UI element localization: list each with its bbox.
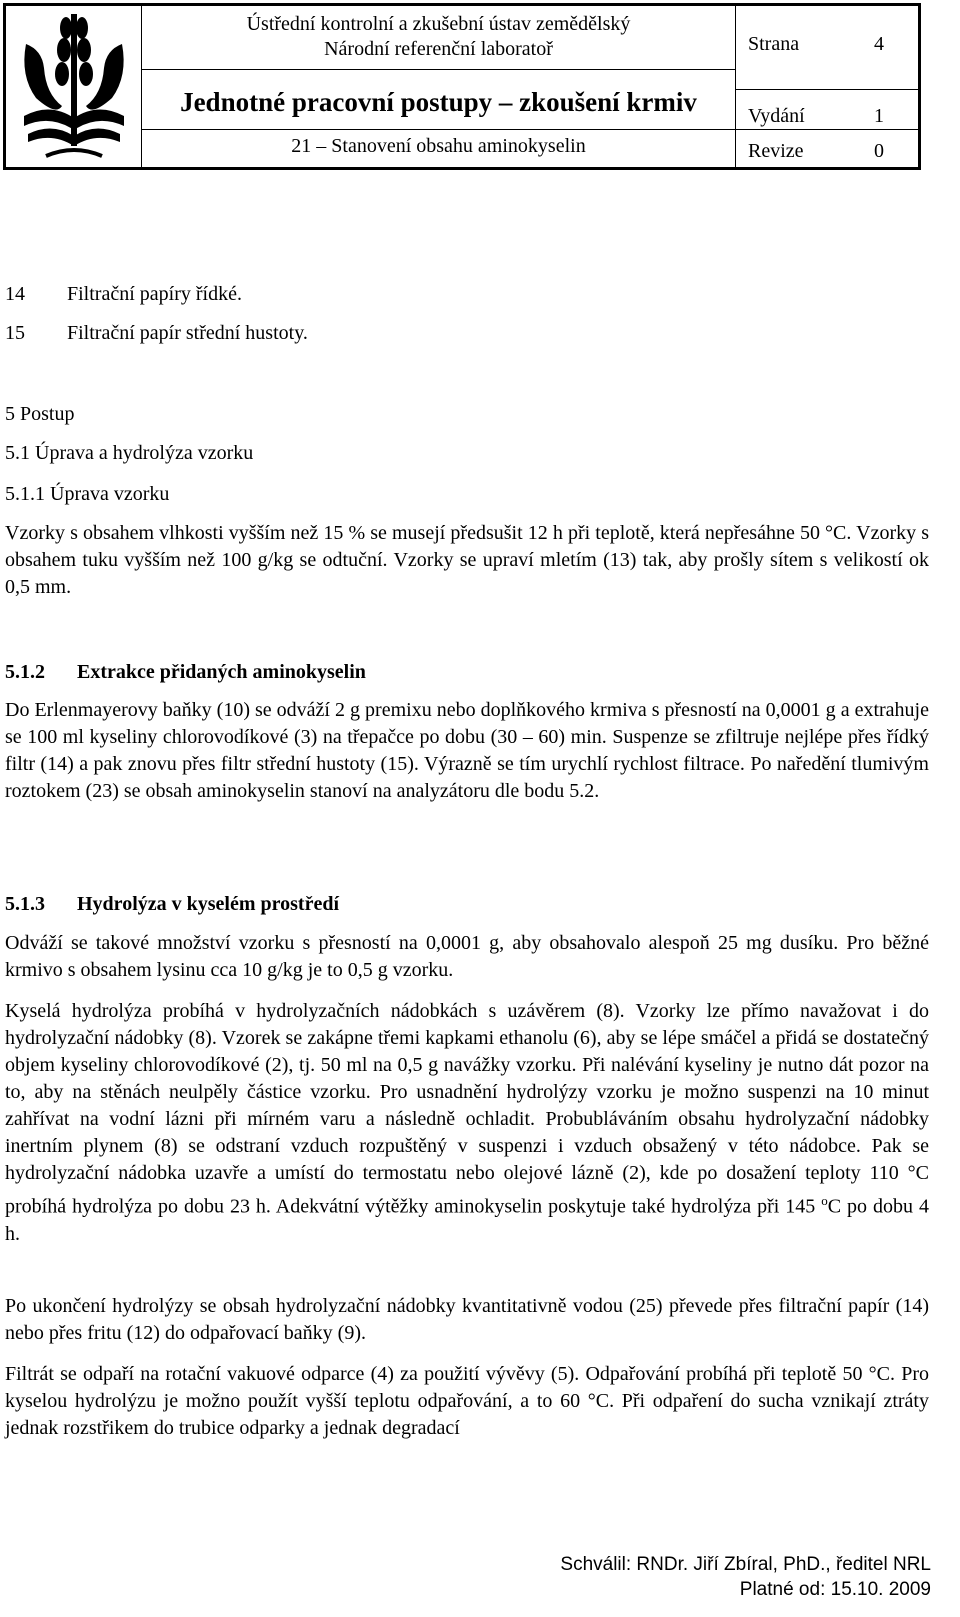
paragraph-evaporation: Filtrát se odpaří na rotační vakuové odparce (4) za použití vývěvy (5). Odpařování probíhá při teplotě 50 °C. Pro kyselou hydrolýzu je možno použít vyšší teplotu odpařování, a to 60 °C. Při odpaření do sucha vznikají ztráty jednak rozstřikem do trubice odparky a jednak degradací [5, 1363, 929, 1439]
section-number: 5.1.3 [5, 893, 45, 915]
paragraph-sample-prep: Vzorky s obsahem vlhkosti vyšším než 15 % se musejí předsušit 12 h při teplotě, která nepřesáhne 50 °C. Vzorky s obsahem tuku vyšším než 100 g/kg se odtuční. Vzorky se upraví mletím (13) tak, aby prošly sítem s velikostí ok 0,5 mm. [5, 522, 929, 598]
header-title-block [142, 6, 736, 167]
section-heading-5-1: 5.1 Úprava a hydrolýza vzorku [5, 442, 254, 464]
section-title: Extrakce přidaných aminokyselin [77, 661, 366, 683]
list-item-text: Filtrační papíry řídké. [67, 283, 242, 305]
section-heading-5-1-1: 5.1.1 Úprava vzorku [5, 483, 170, 505]
page-label: Strana [748, 33, 800, 55]
list-item [5, 281, 929, 308]
paragraph-extraction: Do Erlenmayerovy baňky (10) se odváží 2 g premixu nebo doplňkového krmiva s přesností na 0,0001 g a extrahuje se 100 ml kyseliny chlorovodíkové (3) na třepačce po dobu (30 – 60) min. Suspenze se zfiltruje nejlépe přes řídký filtr (14) a pak znovu přes filtr střední hustoty (15). Výrazně se tím urychlí rychlost filtrace. Po naředění tlumivým roztokem (23) se obsah aminokyselin stanoví na analyzátoru dle bodu 5.2. [5, 699, 929, 802]
document-header [3, 3, 921, 170]
list-item-number: 14 [5, 283, 25, 305]
section-heading-5-1-3 [5, 891, 929, 918]
list-item [5, 320, 929, 347]
section-title: Hydrolýza v kyselém prostředí [77, 893, 340, 915]
paragraph-hydrolysis [5, 998, 929, 1248]
institution-logo [6, 6, 141, 167]
footer-approved: Schválil: RNDr. Jiří Zbíral, PhD., ředitel NRL [560, 1554, 931, 1575]
section-heading-5: 5 Postup [5, 403, 75, 425]
laboratory-name: Národní referenční laboratoř [324, 38, 553, 60]
logo-cell [6, 6, 142, 167]
institution-name: Ústřední kontrolní a zkušební ústav zemědělský [246, 13, 631, 35]
revision-label: Revize [748, 140, 804, 162]
edition-number: 1 [874, 105, 884, 127]
paragraph-hydrolysis-end: C po dobu 4 h. [5, 1195, 929, 1245]
list-item-number: 15 [5, 322, 25, 344]
revision-number: 0 [874, 140, 884, 162]
section-number: 5.1.2 [5, 661, 45, 683]
section-heading-5-1-2 [5, 659, 929, 686]
document-series-title: Jednotné pracovní postupy – zkoušení krmiv [180, 87, 697, 117]
page-number: 4 [874, 33, 884, 55]
paragraph-weighing: Odváží se takové množství vzorku s přesností na 0,0001 g, aby obsahovalo alespoň 25 mg dusíku. Pro běžné krmivo s obsahem lysinu cca 10 g/kg je to 0,5 g vzorku. [5, 932, 929, 981]
header-meta-block [736, 6, 918, 167]
edition-label: Vydání [748, 105, 805, 127]
list-item-text: Filtrační papír střední hustoty. [67, 322, 308, 344]
degree-superscript: o [821, 1193, 828, 1208]
document-subtitle: 21 – Stanovení obsahu aminokyselin [291, 135, 586, 157]
footer-valid-from: Platné od: 15.10. 2009 [739, 1579, 931, 1600]
paragraph-transfer: Po ukončení hydrolýzy se obsah hydrolyzační nádobky kvantitativně vodou (25) převede přes filtrační papír (14) nebo přes fritu (12) do odpařovací baňky (9). [5, 1295, 929, 1344]
paragraph-hydrolysis-text: Kyselá hydrolýza probíhá v hydrolyzačních nádobkách s uzávěrem (8). Vzorky lze přímo navažovat i do hydrolyzační nádobky (8). Vzorek se zakápne třemi kapkami ethanolu (6), aby se lépe smáčel a přidá se dostatečný objem kyseliny chlorovodíkové (2), tj. 50 ml na 0,5 g navážky vzorku. Při nalévání kyseliny je nutno dát pozor na to, aby na stěnách neulpěly částice vzorku. Pro usnadnění hydrolýzy vzorku je možno suspenzi na 10 minut zahřívat na vodní lázni při mírném varu a následně ochladit. Probubláváním obsahu hydrolyzační nádobky inertním plynem (8) se odstraní vzduch rozpuštěný v suspenzi i vzduch obsažený v této nádobce. Pak se hydrolyzační nádobka uzavře a umístí do termostatu nebo olejové lázně (2), kde po dosažení teploty 110 °C probíhá hydrolýza po dobu 23 h. Adekvátní výtěžky aminokyselin poskytuje také hydrolýza při 145 [5, 1000, 929, 1218]
